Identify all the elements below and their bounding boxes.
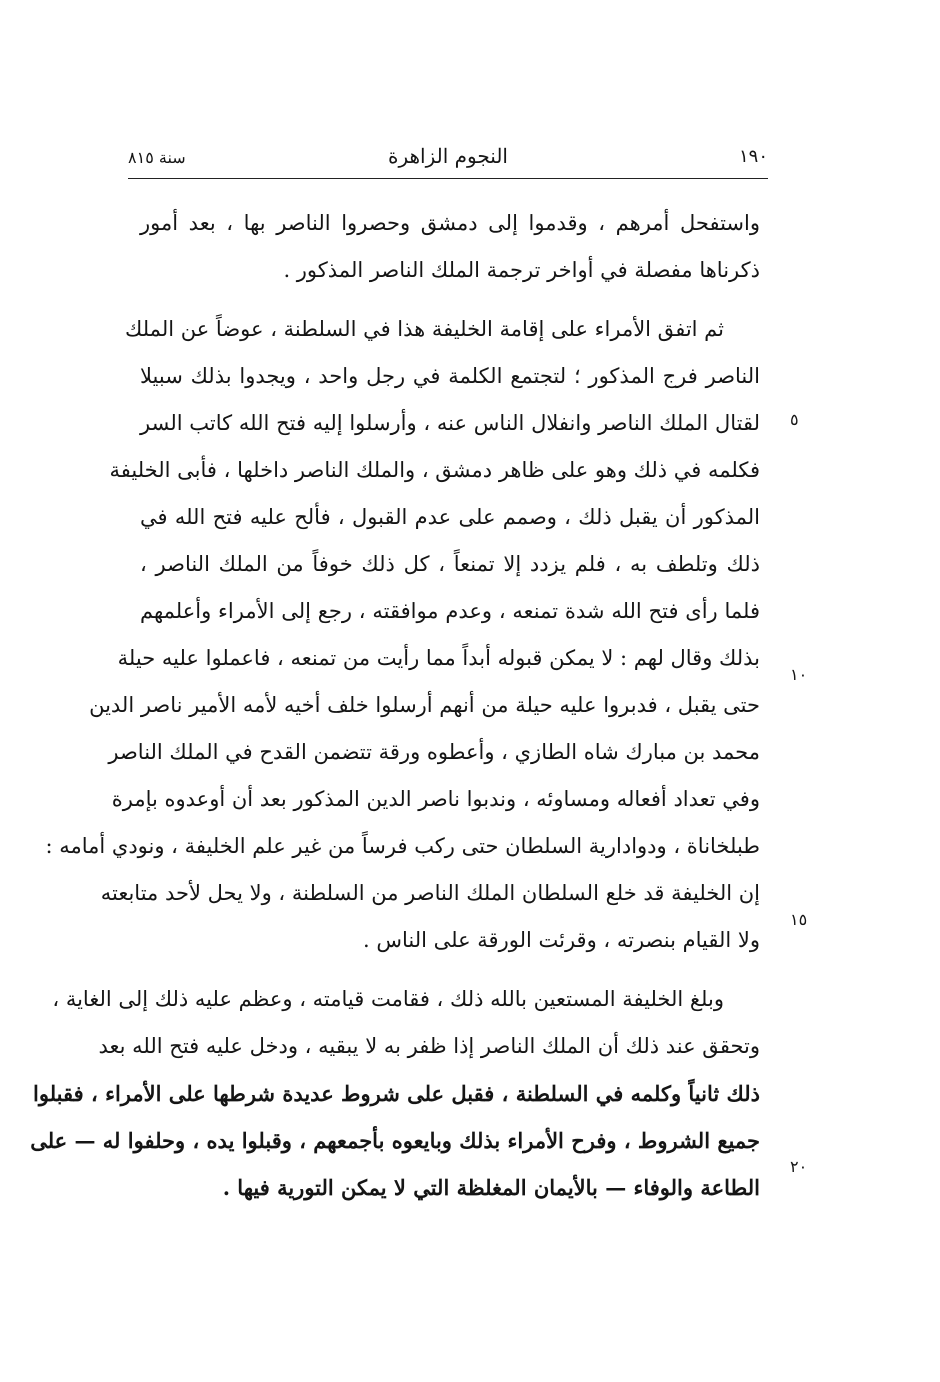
running-head [128,142,768,178]
page-number: ١٩٠ [738,146,768,167]
text-line: واستفحل أمرهم ، وقدموا إلى دمشق وحصروا الناصر بها ، بعد أمور [140,211,760,235]
text-line: إن الخليفة قد خلع السلطان الملك الناصر من السلطنة ، ولا يحل لأحد متابعته [100,881,760,905]
text-line: ثم اتفق الأمراء على إقامة الخليفة هذا في السلطنة ، عوضاً عن الملك [125,317,724,341]
text-line: وبلغ الخليفة المستعين بالله ذلك ، فقامت قيامته ، وعظم عليه ذلك إلى الغاية ، [52,987,724,1011]
header-rule [128,178,768,179]
paragraph-gap [140,294,760,306]
text-line: المذكور أن يقبل ذلك ، وصمم على عدم القبول ، فألح عليه فتح الله في [140,505,760,529]
line-number-marker: ١٠ [790,665,808,684]
line-number-marker: ٥ [790,410,799,429]
text-line: محمد بن مبارك شاه الطازي ، وأعطوه ورقة تتضمن القدح في الملك الناصر [108,740,760,764]
line-number-marker: ١٥ [790,910,808,929]
text-line: وتحقق عند ذلك أن الملك الناصر إذا ظفر به لا يبقيه ، ودخل عليه فتح الله بعد [98,1034,760,1058]
text-line: فلما رأى فتح الله شدة تمنعه ، وعدم موافقته ، رجع إلى الأمراء وأعلمهم [140,599,761,623]
running-title: النجوم الزاهرة [388,144,508,168]
text-line: لقتال الملك الناصر وانفلال الناس عنه ، وأرسلوا إليه فتح الله كاتب السر [140,411,760,435]
text-line: ذلك ثانياً وكلمه في السلطنة ، فقبل على شروط عديدة شرطها على الأمراء ، فقبلوا [33,1081,760,1106]
text-line: الطاعة والوفاء — بالأيمان المغلظة التي لا يمكن التورية فيها . [222,1175,760,1200]
body-text [30,200,761,1211]
text-line: جميع الشروط ، وفرح الأمراء بذلك وبايعوه بأجمعهم ، وقبلوا يده ، وحلفوا له — على [30,1128,760,1153]
text-line: فكلمه في ذلك وهو على ظاهر دمشق ، والملك الناصر داخلها ، فأبى الخليفة [109,458,760,482]
text-line: حتى يقبل ، فدبروا عليه حيلة من أنهم أرسلوا خلف أخيه لأمه الأمير ناصر الدين [89,693,760,717]
paragraph-gap [140,964,760,976]
text-line: ذكرناها مفصلة في أواخر ترجمة الملك الناصر المذكور . [283,258,760,282]
text-line: وفي تعداد أفعاله ومساوئه ، وندبوا ناصر الدين المذكور بعد أن أوعدوه بإمرة [111,787,760,811]
text-line: ذلك وتلطف به ، فلم يزدد إلا تمنعاً ، كل ذلك خوفاً من الملك الناصر ، [140,552,760,576]
text-line: ولا القيام بنصرته ، وقرئت الورقة على الناس . [363,928,760,952]
text-line: الناصر فرج المذكور ؛ لتجتمع الكلمة في رجل واحد ، ويجدوا بذلك سبيلا [140,364,760,388]
text-line: طبلخاناة ، ودوادارية السلطان حتى ركب فرساً من غير علم الخليفة ، ونودي أمامه : [45,834,760,858]
year-label: سنة ٨١٥ [128,148,186,167]
line-number-marker: ٢٠ [790,1157,808,1176]
text-line: بذلك وقال لهم : لا يمكن قبوله أبداً مما رأيت من تمنعه ، فاعملوا عليه حيلة [117,646,760,670]
